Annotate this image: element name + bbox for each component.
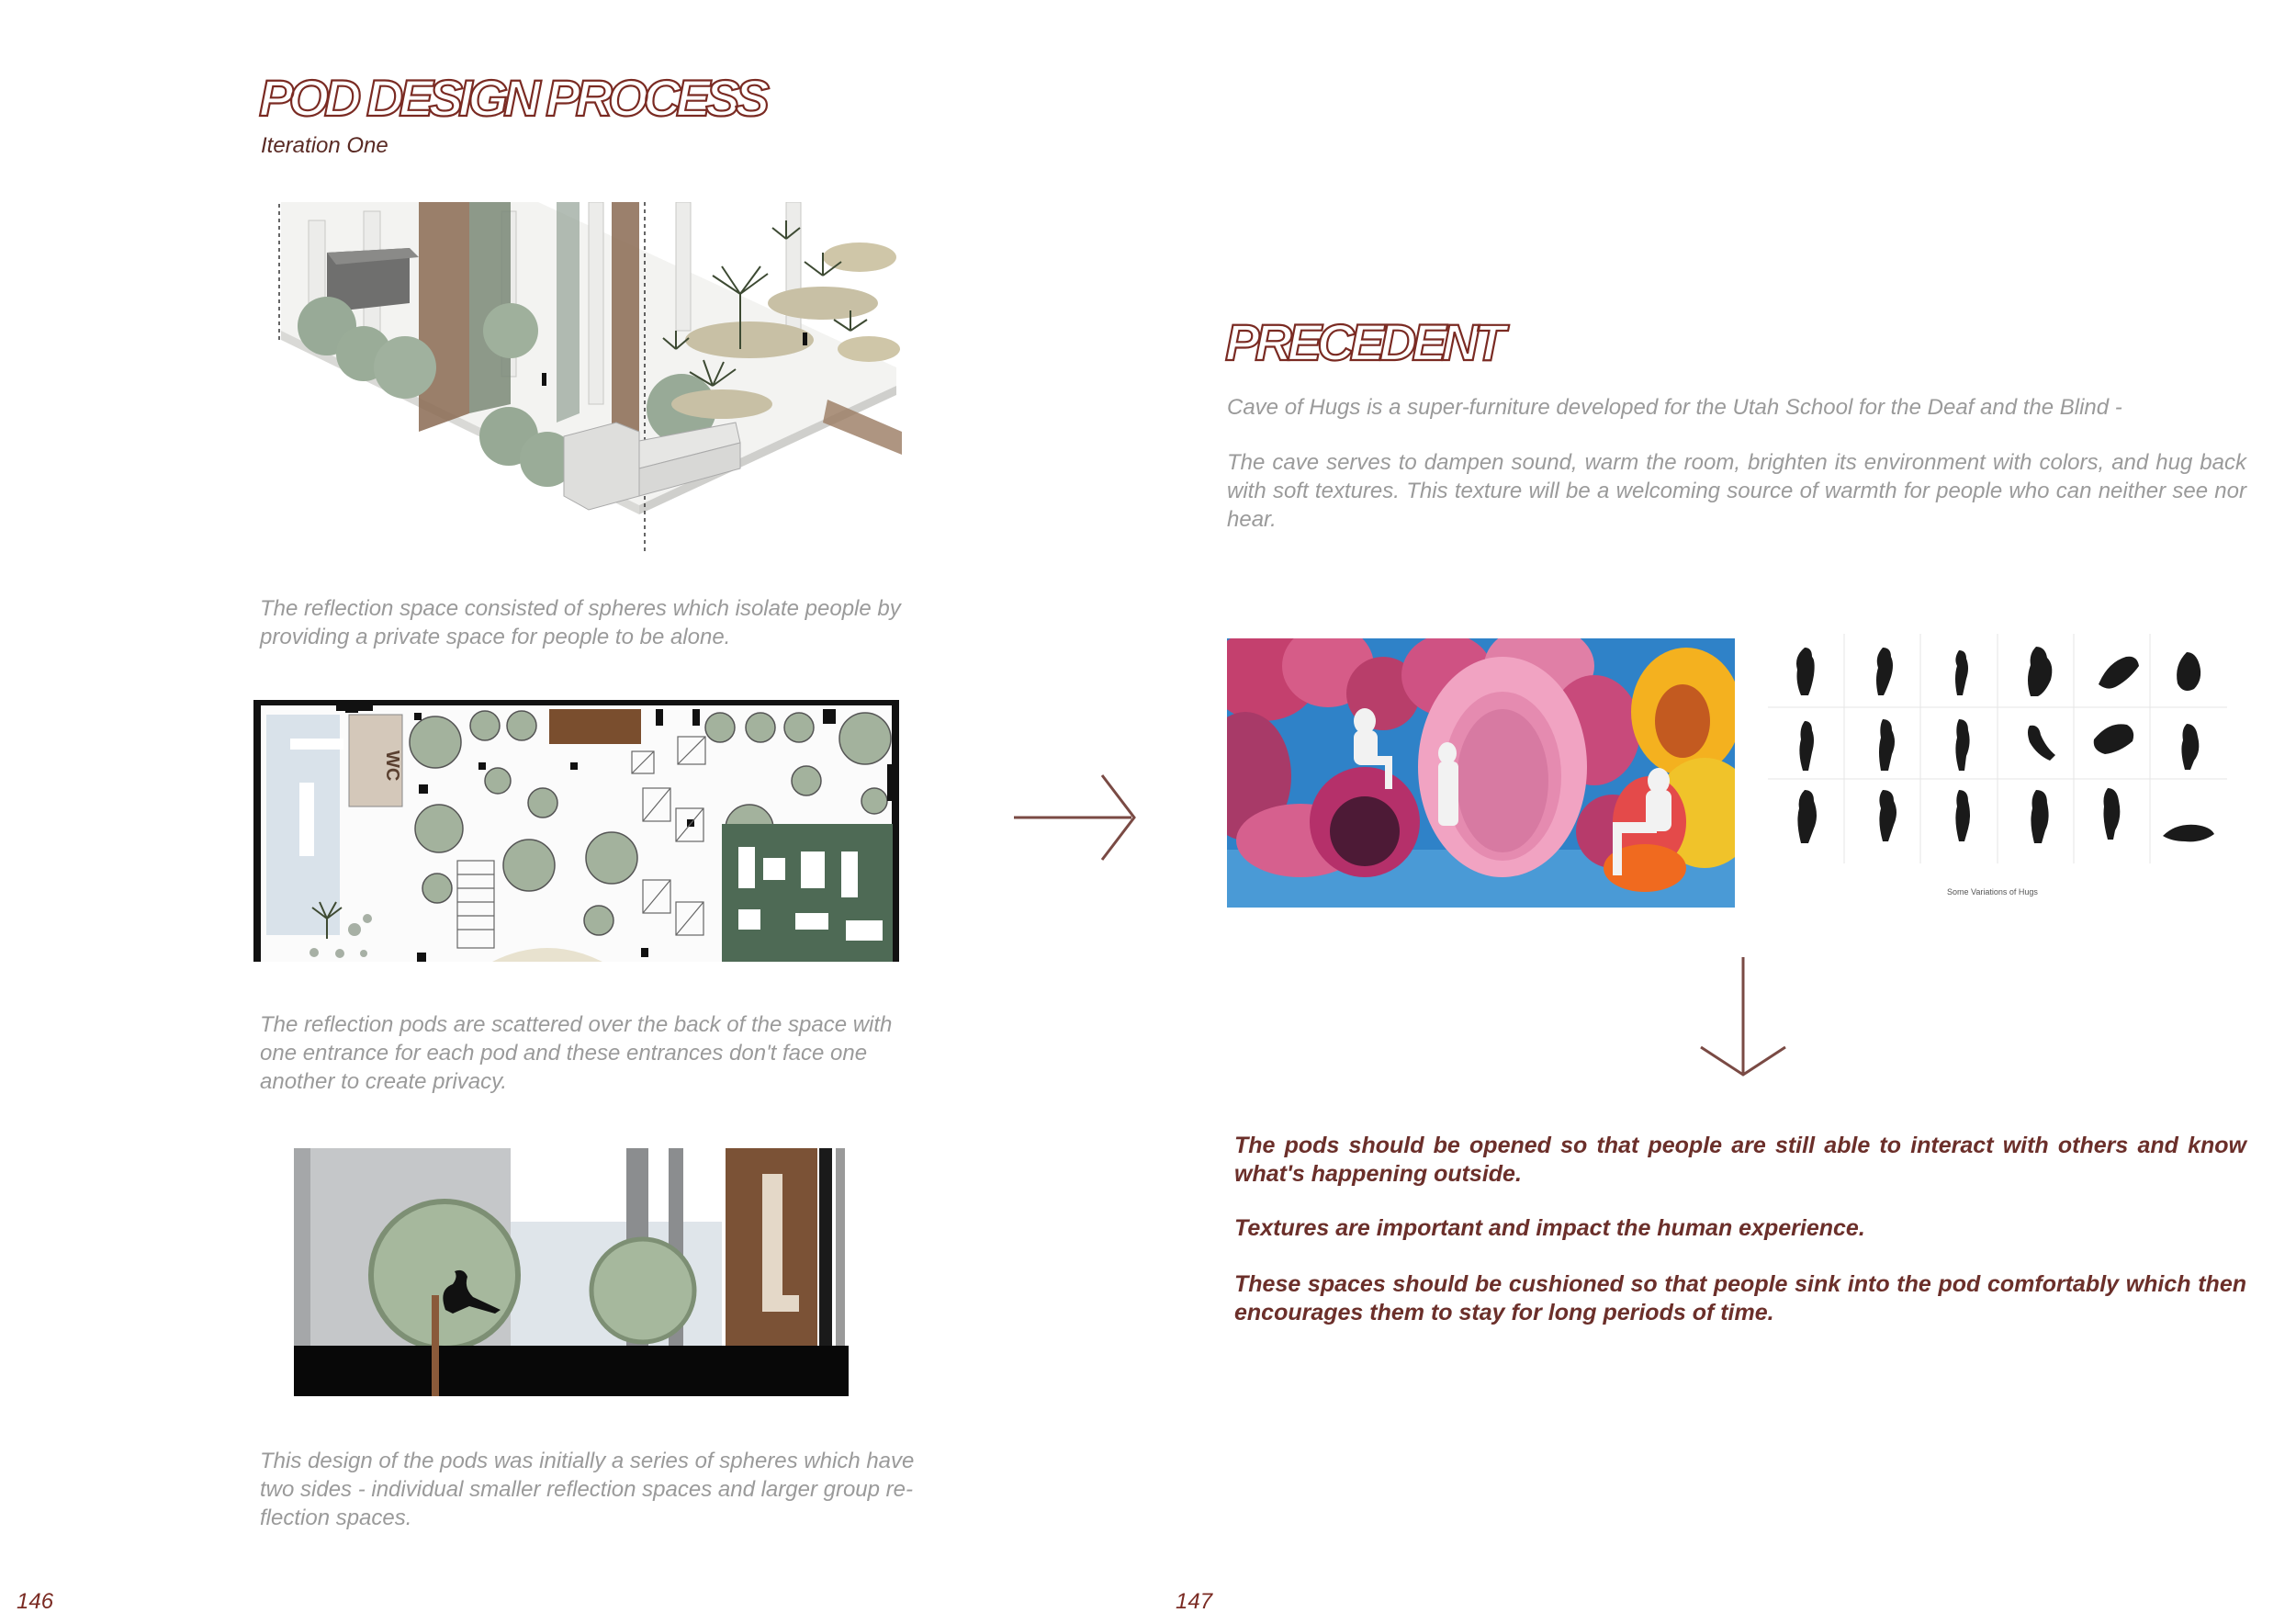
right-arrow-icon bbox=[1010, 772, 1139, 863]
section-drawing bbox=[294, 1148, 849, 1396]
hug-variations-grid bbox=[1768, 634, 2227, 909]
hug-variations-caption: Some Variations of Hugs bbox=[1947, 887, 2038, 897]
cave-of-hugs-photo bbox=[1227, 638, 1735, 908]
axonometric-illustration bbox=[272, 202, 902, 551]
page-subtitle: Iteration One bbox=[261, 133, 388, 158]
precedent-description: The cave serves to dampen sound, warm the room, brighten its environment with colors, and hug back with soft textures. This texture will be a welcoming source of warmth for people who can neither see nor hear. bbox=[1227, 450, 2246, 532]
caption-reflection-pods: The reflection pods are scattered over the back of the space with one entrance for each pod and these entrances don't face one another to create privacy. bbox=[260, 1012, 893, 1094]
precedent-intro: Cave of Hugs is a super-furniture developed for the Utah School for the Deaf and the Blind - bbox=[1227, 395, 2122, 420]
page-title: POD DESIGN PROCESS bbox=[259, 69, 766, 127]
conclusion-open-pods: The pods should be opened so that people are still able to interact with others and know what's happening outside. bbox=[1234, 1133, 2246, 1187]
caption-reflection-spheres: The reflection space consisted of spheres which isolate people by providing a private space for people to be alone. bbox=[260, 596, 901, 649]
caption-sphere-design: This design of the pods was initially a series of spheres which have two sides - individual smaller reflection spaces and larger group re-flection spaces. bbox=[260, 1449, 915, 1530]
down-arrow-icon bbox=[1697, 955, 1789, 1080]
page-number-right: 147 bbox=[1176, 1589, 1213, 1614]
page-number-left: 146 bbox=[17, 1589, 54, 1614]
conclusion-textures: Textures are important and impact the human experience. bbox=[1234, 1215, 1865, 1241]
floor-plan bbox=[253, 700, 899, 962]
conclusion-cushioned: These spaces should be cushioned so that people sink into the pod comfortably which then encourages them to stay for long periods of time. bbox=[1234, 1271, 2246, 1325]
plan-label-wc: WC bbox=[382, 750, 402, 782]
precedent-title: PRECEDENT bbox=[1225, 313, 1502, 371]
